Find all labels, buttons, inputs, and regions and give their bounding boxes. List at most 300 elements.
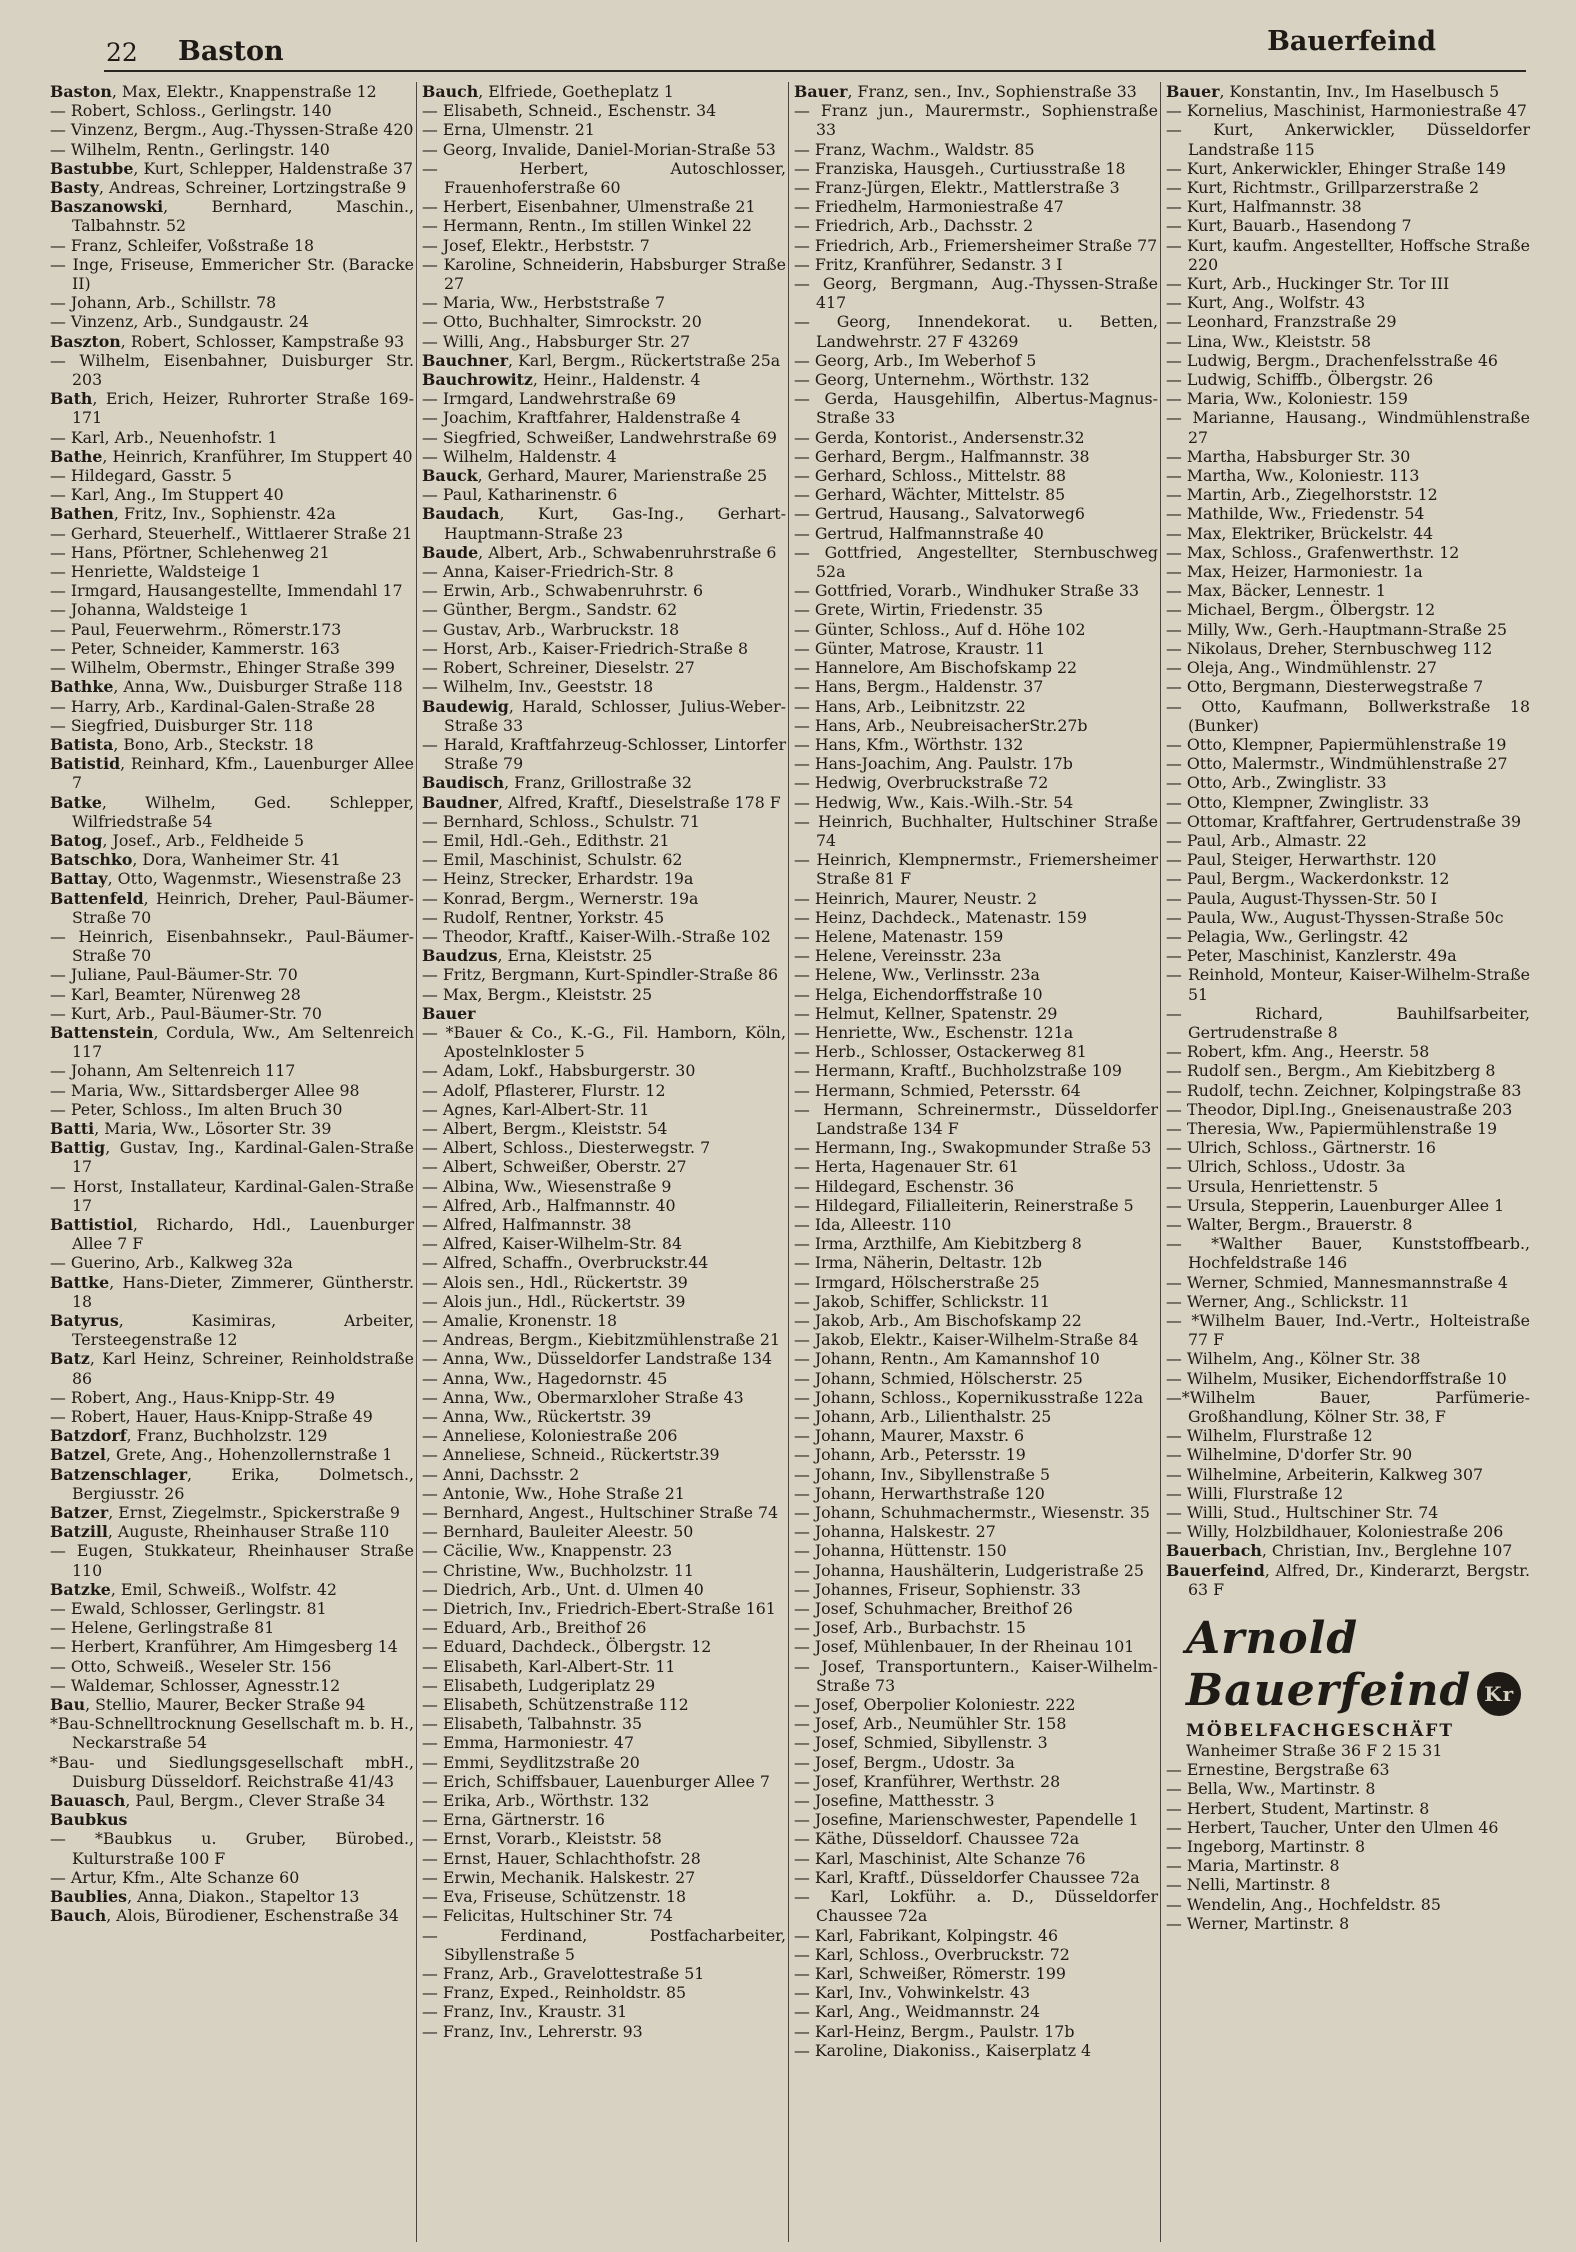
advert-logo-text: Arnold Bauerfeind [1186,1613,1472,1717]
directory-entry: — Josef, Schmied, Sibyllenstr. 3 [794,1733,1048,1753]
directory-entry: — Albert, Schloss., Diesterwegstr. 7 [422,1138,711,1158]
directory-entry: — Herbert, Autoschlosser, Frauenhoferstraße 60 [422,158,786,198]
directory-entry: Bauasch, Paul, Bergm., Clever Straße 34 [50,1791,386,1811]
directory-entry: Batz, Karl Heinz, Schreiner, Reinholdstraße 86 [50,1349,414,1388]
directory-entry: — Willi, Flurstraße 12 [1166,1483,1344,1503]
directory-entry: — Willi, Stud., Hultschiner Str. 74 [1166,1503,1439,1523]
directory-entry: — Josef, Mühlenbauer, In der Rheinau 101 [794,1637,1135,1657]
directory-entry: — Ursula, Henriettenstr. 5 [1166,1176,1379,1196]
directory-columns [50,82,1568,2242]
directory-entry: Batzer, Ernst, Ziegelmstr., Spickerstraße 9 [50,1503,400,1523]
directory-entry: — Christine, Ww., Buchholzstr. 11 [422,1560,694,1580]
directory-entry: — Nikolaus, Dreher, Sternbuschweg 112 [1166,638,1493,658]
directory-entry: — Josef, Schuhmacher, Breithof 26 [794,1599,1073,1619]
directory-entry: — Wilhelm, Musiker, Eichendorffstraße 10 [1166,1368,1507,1388]
advert-logo [1166,1613,1538,1717]
directory-entry: — Maria, Ww., Herbststraße 7 [422,293,666,313]
header-left-keyword: Baston [178,36,284,67]
directory-entry: — Hans, Arb., Leibnitzstr. 22 [794,696,1026,716]
directory-entry: — Vinzenz, Bergm., Aug.-Thyssen-Straße 420 [50,120,414,140]
directory-entry: — Hans, Bergm., Haldenstr. 37 [794,677,1044,697]
directory-entry: — Hermann, Ing., Swakopmunder Straße 53 [794,1138,1152,1158]
directory-entry: — Inge, Friseuse, Emmericher Str. (Baracke II) [50,254,414,294]
directory-entry: — Peter, Maschinist, Kanzlerstr. 49a [1166,946,1457,966]
directory-entry: Batti, Maria, Ww., Lösorter Str. 39 [50,1118,332,1138]
directory-entry: Battenstein, Cordula, Ww., Am Seltenreich 117 [50,1022,414,1062]
directory-entry: Bauer, Franz, sen., Inv., Sophienstraße 33 [794,82,1137,101]
directory-entry: — Eva, Friseuse, Schützenstr. 18 [422,1887,687,1907]
directory-entry: — Herbert, Student, Martinstr. 8 [1166,1798,1430,1818]
directory-entry: Bauck, Gerhard, Maurer, Marienstraße 25 [422,466,768,486]
directory-entry: Batzdorf, Franz, Buchholzstr. 129 [50,1426,328,1446]
column-1 [50,82,422,2242]
directory-entry: — Martin, Arb., Ziegelhorststr. 12 [1166,485,1438,505]
directory-entry: — Johann, Rentn., Am Kamannshof 10 [794,1349,1100,1369]
directory-entry: — Kurt, Ankerwickler, Düsseldorfer Landstraße 115 [1166,120,1530,159]
directory-entry: — Georg, Invalide, Daniel-Morian-Straße 53 [422,139,776,159]
directory-entry: — Karl, Ang., Weidmannstr. 24 [794,2002,1041,2022]
directory-entry: — Hedwig, Overbruckstraße 72 [794,773,1049,793]
directory-entry: — Erna, Ulmenstr. 21 [422,120,595,140]
directory-entry: — Johann, Arb., Lilienthalstr. 25 [794,1407,1052,1427]
directory-entry: — Josef, Elektr., Herbststr. 7 [422,235,650,255]
directory-entry: — Paul, Steiger, Herwarthstr. 120 [1166,850,1437,870]
directory-entry: — Wilhelm, Flurstraße 12 [1166,1426,1373,1446]
directory-entry: — Hans, Arb., NeubreisacherStr.27b [794,715,1088,735]
directory-entry: — *Baubkus u. Gruber, Bürobed., Kulturstraße 100 F [50,1829,414,1868]
directory-entry: — Elisabeth, Schneid., Eschenstr. 34 [422,101,717,121]
directory-entry: Baubkus [50,1810,128,1830]
directory-entry: Battay, Otto, Wagenmstr., Wiesenstraße 23 [50,869,402,889]
directory-entry: — Hermann, Schreinermstr., Düsseldorfer Landstraße 134 F [794,1099,1158,1138]
directory-entry: — Michael, Bergm., Ölbergstr. 12 [1166,600,1436,620]
directory-entry: — Bernhard, Schloss., Schulstr. 71 [422,811,700,831]
directory-entry: — Ulrich, Schloss., Udostr. 3a [1166,1157,1406,1177]
directory-entry: — Robert, Ang., Haus-Knipp-Str. 49 [50,1387,335,1407]
directory-entry: — Eduard, Arb., Breithof 26 [422,1618,647,1638]
directory-entry: Bauchrowitz, Heinr., Haldenstr. 4 [422,370,701,390]
directory-entry: Baston, Max, Elektr., Knappenstraße 12 [50,82,377,101]
directory-entry: — Kurt, Ang., Wolfstr. 43 [1166,293,1366,313]
directory-entry: — Artur, Kfm., Alte Schanze 60 [50,1867,300,1887]
directory-entry: — Elisabeth, Talbahnstr. 35 [422,1714,643,1734]
directory-entry: — Ferdinand, Postfacharbeiter, Sibyllenstraße 5 [422,1925,786,1964]
directory-entry: — Kurt, Richtmstr., Grillparzerstraße 2 [1166,178,1480,198]
directory-entry: Batzenschlager, Erika, Dolmetsch., Bergiusstr. 26 [50,1464,414,1503]
directory-entry: — Hildegard, Eschenstr. 36 [794,1176,1014,1196]
directory-entry: — Josef, Arb., Neumühler Str. 158 [794,1714,1067,1734]
directory-entry: Bau, Stellio, Maurer, Becker Straße 94 [50,1695,366,1715]
directory-entry: — Ewald, Schlosser, Gerlingstr. 81 [50,1599,327,1619]
directory-entry: Batog, Josef., Arb., Feldheide 5 [50,830,305,850]
directory-entry: — Harry, Arb., Kardinal-Galen-Straße 28 [50,696,376,716]
directory-entry: *Bau-Schnelltrocknung Gesellschaft m. b. H., Neckarstraße 54 [50,1714,414,1753]
directory-entry: — Bella, Ww., Martinstr. 8 [1166,1779,1376,1799]
directory-entry: — Paul, Bergm., Wackerdonkstr. 12 [1166,869,1450,889]
directory-entry: — Hedwig, Ww., Kais.-Wilh.-Str. 54 [794,792,1074,812]
directory-entry: — Felicitas, Hultschiner Str. 74 [422,1906,673,1926]
directory-entry: — Josefine, Matthesstr. 3 [794,1791,995,1811]
directory-entry: — Karl, Lokführ. a. D., Düsseldorfer Chaussee 72a [794,1887,1158,1926]
directory-entry: Bathke, Anna, Ww., Duisburger Straße 118 [50,677,403,697]
directory-entry: — Emil, Maschinist, Schulstr. 62 [422,850,683,870]
directory-entry: — Irmgard, Hausangestellte, Immendahl 17 [50,581,403,601]
directory-entry: — Oleja, Ang., Windmühlenstr. 27 [1166,658,1437,678]
directory-entry: — Joachim, Kraftfahrer, Haldenstraße 4 [422,408,741,428]
directory-entry: — Harald, Kraftfahrzeug-Schlosser, Lintorfer Straße 79 [422,734,786,774]
directory-entry: — Johanna, Haushälterin, Ludgeristraße 25 [794,1560,1144,1580]
directory-entry: — Albert, Bergm., Kleiststr. 54 [422,1118,668,1138]
directory-entry: — Fritz, Bergmann, Kurt-Spindler-Straße 86 [422,965,779,985]
directory-entry: — Hannelore, Am Bischofskamp 22 [794,658,1078,678]
directory-entry: Batyrus, Kasimiras, Arbeiter, Tersteegenstraße 12 [50,1311,414,1350]
directory-entry: — Heinrich, Klempnermstr., Friemersheimer Straße 81 F [794,850,1158,889]
directory-entry: — Franz-Jürgen, Elektr., Mattlerstraße 3 [794,178,1120,198]
directory-entry: — Otto, Malermstr., Windmühlenstraße 27 [1166,754,1508,774]
directory-entry: — Johann, Schloss., Kopernikusstraße 122a [794,1387,1144,1407]
directory-entry: — Friedhelm, Harmoniestraße 47 [794,197,1064,217]
directory-entry: — Herb., Schlosser, Ostackerweg 81 [794,1042,1087,1062]
directory-entry: — Siegfried, Duisburger Str. 118 [50,715,314,735]
directory-entry: — Anneliese, Koloniestraße 206 [422,1426,678,1446]
directory-entry: — Friedrich, Arb., Friemersheimer Straße 77 [794,235,1158,255]
directory-entry: — Alfred, Halfmannstr. 38 [422,1214,632,1234]
directory-entry: — Johann, Herwarthstraße 120 [794,1483,1045,1503]
directory-entry: — Jakob, Schiffer, Schlickstr. 11 [794,1291,1050,1311]
directory-entry: — Juliane, Paul-Bäumer-Str. 70 [50,965,298,985]
directory-entry: *Bau- und Siedlungsgesellschaft mbH., Duisburg Düsseldorf. Reichstraße 41/43 [50,1752,414,1791]
directory-entry: — Vinzenz, Arb., Sundgaustr. 24 [50,312,309,332]
directory-entry: — Georg, Bergmann, Aug.-Thyssen-Straße 417 [794,274,1158,313]
directory-entry: — Karl, Schloss., Overbruckstr. 72 [794,1944,1070,1964]
directory-entry: — Theresia, Ww., Papiermühlenstraße 19 [1166,1118,1498,1138]
directory-entry: — Ludwig, Schiffb., Ölbergstr. 26 [1166,370,1434,390]
directory-entry: — Josef, Transportuntern., Kaiser-Wilhelm-Straße 73 [794,1656,1158,1695]
directory-entry: — Gertrud, Halfmannstraße 40 [794,523,1044,543]
directory-entry: — Otto, Buchhalter, Simrockstr. 20 [422,312,702,332]
directory-entry: — Johann, Maurer, Maxstr. 6 [794,1426,1025,1446]
directory-entry: — Herbert, Kranführer, Am Himgesberg 14 [50,1637,398,1657]
directory-entry: — Diedrich, Arb., Unt. d. Ulmen 40 [422,1579,704,1599]
directory-entry: Baudisch, Franz, Grillostraße 32 [422,773,692,793]
directory-entry: — Guerino, Arb., Kalkweg 32a [50,1253,293,1273]
directory-entry: Batzke, Emil, Schweiß., Wolfstr. 42 [50,1579,337,1599]
directory-entry: — Johanna, Hüttenstr. 150 [794,1541,1007,1561]
directory-entry: — Robert, Schreiner, Dieselstr. 27 [422,658,695,678]
directory-entry: — Kurt, Arb., Paul-Bäumer-Str. 70 [50,1003,322,1023]
header-right-keyword: Bauerfeind [1267,26,1436,57]
directory-entry: Batistid, Reinhard, Kfm., Lauenburger Allee 7 [50,754,414,793]
directory-entry: — Heinrich, Buchhalter, Hultschiner Straße 74 [794,811,1158,850]
directory-entry: — Martha, Habsburger Str. 30 [1166,446,1411,466]
directory-entry: Baudzus, Erna, Kleiststr. 25 [422,946,653,966]
directory-entry: — Theodor, Dipl.Ing., Gneisenaustraße 203 [1166,1099,1513,1119]
directory-entry: — Johann, Arb., Schillstr. 78 [50,293,277,313]
directory-entry: — Wilhelm, Ang., Kölner Str. 38 [1166,1349,1421,1369]
directory-entry: Bauerbach, Christian, Inv., Berglehne 107 [1166,1541,1513,1561]
directory-entry: — Horst, Arb., Kaiser-Friedrich-Straße 8 [422,638,749,658]
directory-entry: — Erna, Gärtnerstr. 16 [422,1810,605,1830]
directory-entry: Batista, Bono, Arb., Steckstr. 18 [50,734,314,754]
directory-entry: — Siegfried, Schweißer, Landwehrstraße 69 [422,427,777,447]
directory-entry: — Otto, Klempner, Papiermühlenstraße 19 [1166,734,1507,754]
directory-entry: — Paula, August-Thyssen-Str. 50 I [1166,888,1438,908]
directory-entry: — Erika, Arb., Wörthstr. 132 [422,1791,650,1811]
page-header [60,26,1546,74]
directory-entry: — Emil, Hdl.-Geh., Edithstr. 21 [422,830,670,850]
directory-entry: — Wendelin, Ang., Hochfeldstr. 85 [1166,1894,1441,1914]
directory-entry: — Karoline, Schneiderin, Habsburger Straße 27 [422,254,786,294]
directory-entry: — Johanna, Halskestr. 27 [794,1522,996,1542]
advertisement [1166,1613,1538,1760]
directory-entry: — Dietrich, Inv., Friedrich-Ebert-Straße 161 [422,1599,776,1619]
directory-entry: — Andreas, Bergm., Kiebitzmühlenstraße 21 [422,1330,781,1350]
directory-entry: — Johann, Am Seltenreich 117 [50,1061,296,1081]
directory-entry: — Max, Heizer, Harmoniestr. 1a [1166,562,1423,582]
directory-entry: — Leonhard, Franzstraße 29 [1166,312,1397,332]
directory-entry: — Peter, Schneider, Kammerstr. 163 [50,638,340,658]
directory-entry: — Heinz, Dachdeck., Matenastr. 159 [794,907,1087,927]
directory-entry: — Franz, Inv., Kraustr. 31 [422,2002,628,2022]
directory-entry: — Heinrich, Eisenbahnsekr., Paul-Bäumer-Straße 70 [50,926,414,966]
directory-entry: — Ernestine, Bergstraße 63 [1166,1760,1390,1780]
directory-entry: — Ida, Alleestr. 110 [794,1214,952,1234]
directory-entry: — Gustav, Arb., Warbruckstr. 18 [422,619,680,639]
directory-entry: — Günter, Schloss., Auf d. Höhe 102 [794,619,1086,639]
directory-entry: — Karoline, Diakoniss., Kaiserplatz 4 [794,2040,1092,2060]
directory-entry: — Wilhelm, Haldenstr. 4 [422,446,617,466]
directory-entry: — Marianne, Hausang., Windmühlenstraße 27 [1166,408,1530,447]
directory-entry: — Grete, Wirtin, Friedenstr. 35 [794,600,1044,620]
directory-entry: — Emma, Harmoniestr. 47 [422,1733,634,1753]
directory-entry: Bath, Erich, Heizer, Ruhrorter Straße 169-171 [50,389,414,428]
directory-entry: Bastubbe, Kurt, Schlepper, Haldenstraße 37 [50,158,414,178]
directory-entry: — Rudolf, Rentner, Yorkstr. 45 [422,907,665,927]
column-3 [794,82,1166,2242]
directory-entry: — Gerda, Kontorist., Andersenstr.32 [794,427,1085,447]
directory-entry: — Fritz, Kranführer, Sedanstr. 3 I [794,254,1063,274]
directory-entry: Bauerfeind, Alfred, Dr., Kinderarzt, Bergstr. 63 F [1166,1560,1530,1599]
directory-entry: — Paul, Katharinenstr. 6 [422,485,618,505]
directory-entry: — Ulrich, Schloss., Gärtnerstr. 16 [1166,1138,1436,1158]
directory-entry: — Kornelius, Maschinist, Harmoniestraße 47 [1166,101,1527,121]
directory-entry: — Franz, Inv., Lehrerstr. 93 [422,2021,643,2041]
directory-entry: — Bernhard, Angest., Hultschiner Straße 74 [422,1503,779,1523]
directory-entry: — Karl, Beamter, Nürenweg 28 [50,984,301,1004]
directory-entry: — Henriette, Waldsteige 1 [50,562,261,582]
directory-entry: — Johann, Schmied, Hölscherstr. 25 [794,1368,1083,1388]
directory-entry: — Hans, Kfm., Wörthstr. 132 [794,734,1024,754]
directory-entry: —*Wilhelm Bauer, Parfümerie-Großhandlung, Kölner Str. 38, F [1166,1387,1530,1427]
directory-entry: — Johannes, Friseur, Sophienstr. 33 [794,1579,1081,1599]
directory-entry: — Willy, Holzbildhauer, Koloniestraße 206 [1166,1522,1504,1542]
directory-entry: — Karl, Inv., Vohwinkelstr. 43 [794,1983,1030,2003]
directory-entry: — Otto, Schweiß., Weseler Str. 156 [50,1656,332,1676]
header-rule [104,70,1526,72]
directory-entry: — Kurt, Arb., Huckinger Str. Tor III [1166,274,1450,294]
directory-entry: — Josef, Kranführer, Werthstr. 28 [794,1771,1061,1791]
directory-entry: — Karl, Fabrikant, Kolpingstr. 46 [794,1925,1059,1945]
directory-entry: — Wilhelm, Inv., Geeststr. 18 [422,677,654,697]
directory-entry: — Käthe, Düsseldorf. Chaussee 72a [794,1829,1080,1849]
directory-entry: — Hildegard, Filialleiterin, Reinerstraße 5 [794,1195,1134,1215]
directory-entry: — Max, Elektriker, Brückelstr. 44 [1166,523,1434,543]
directory-entry: — Hans-Joachim, Ang. Paulstr. 17b [794,754,1073,774]
directory-entry: — Kurt, Ankerwickler, Ehinger Straße 149 [1166,158,1506,178]
directory-entry: — Ursula, Stepperin, Lauenburger Allee 1 [1166,1195,1505,1215]
directory-entry: — Rudolf sen., Bergm., Am Kiebitzberg 8 [1166,1061,1496,1081]
advert-badge-icon: Kr [1477,1672,1521,1716]
directory-entry: — Kurt, Halfmannstr. 38 [1166,197,1362,217]
directory-entry: — Karl, Maschinist, Alte Schanze 76 [794,1848,1086,1868]
directory-entry: — Erich, Schiffsbauer, Lauenburger Allee 7 [422,1771,770,1791]
directory-entry: — Franz, Schleifer, Voßstraße 18 [50,235,315,255]
directory-entry: — Walter, Bergm., Brauerstr. 8 [1166,1214,1413,1234]
directory-entry: — *Wilhelm Bauer, Ind.-Vertr., Holteistraße 77 F [1166,1311,1530,1350]
directory-entry: — Erwin, Mechanik. Halskestr. 27 [422,1867,696,1887]
directory-entry: — Hermann, Rentn., Im stillen Winkel 22 [422,216,752,236]
directory-entry: — Rudolf, techn. Zeichner, Kolpingstraße 83 [1166,1080,1522,1100]
directory-entry: — Anneliese, Schneid., Rückertstr.39 [422,1445,720,1465]
directory-entry: — Josefine, Marienschwester, Papendelle 1 [794,1810,1139,1830]
directory-entry: Basty, Andreas, Schreiner, Lortzingstraße 9 [50,178,407,198]
directory-entry: Bauer, Konstantin, Inv., Im Haselbusch 5 [1166,82,1500,101]
directory-entry: — Heinrich, Maurer, Neustr. 2 [794,888,1038,908]
directory-entry: — Georg, Unternehm., Wörthstr. 132 [794,370,1090,390]
directory-entry: — Johanna, Waldsteige 1 [50,600,249,620]
directory-entry: — Günter, Matrose, Kraustr. 11 [794,638,1046,658]
directory-entry: — Günther, Bergm., Sandstr. 62 [422,600,678,620]
directory-entry: Baszton, Robert, Schlosser, Kampstraße 93 [50,331,405,351]
directory-entry: — Milly, Ww., Gerh.-Hauptmann-Straße 25 [1166,619,1508,639]
directory-entry: — Franz, Arb., Gravelottestraße 51 [422,1963,705,1983]
directory-entry: — Alois jun., Hdl., Rückertstr. 39 [422,1291,686,1311]
directory-entry: — Albert, Schweißer, Oberstr. 27 [422,1157,687,1177]
directory-entry: — Eduard, Dachdeck., Ölbergstr. 12 [422,1637,712,1657]
directory-entry: — Karl, Kraftf., Düsseldorfer Chaussee 72a [794,1867,1140,1887]
directory-entry: — Max, Bäcker, Lennestr. 1 [1166,581,1386,601]
column-4 [1166,82,1538,2242]
directory-entry: — Antonie, Ww., Hohe Straße 21 [422,1483,685,1503]
directory-entry: — Irma, Arzthilfe, Am Kiebitzberg 8 [794,1234,1082,1254]
directory-entry: — Franz jun., Maurermstr., Sophienstraße 33 [794,101,1158,140]
directory-entry: — Agnes, Karl-Albert-Str. 11 [422,1099,650,1119]
directory-entry: — Karl, Ang., Im Stuppert 40 [50,485,284,505]
directory-entry: — Ingeborg, Martinstr. 8 [1166,1837,1366,1857]
directory-entry: — Konrad, Bergm., Wernerstr. 19a [422,888,699,908]
directory-entry: — Helene, Gerlingstraße 81 [50,1618,275,1638]
directory-entry: — Herbert, Eisenbahner, Ulmenstraße 21 [422,197,756,217]
directory-entry: — Anni, Dachsstr. 2 [422,1464,580,1484]
directory-entry: — Richard, Bauhilfsarbeiter, Gertrudenstraße 8 [1166,1003,1530,1042]
directory-entry: — Josef, Oberpolier Koloniestr. 222 [794,1695,1076,1715]
directory-entry: — Herbert, Taucher, Unter den Ulmen 46 [1166,1817,1499,1837]
directory-entry: — Jakob, Arb., Am Bischofskamp 22 [794,1311,1082,1330]
directory-entry: Battke, Hans-Dieter, Zimmerer, Güntherstr. 18 [50,1272,414,1311]
directory-entry: — Helene, Ww., Verlinsstr. 23a [794,965,1040,985]
directory-entry: — Gottfried, Angestellter, Sternbuschweg 52a [794,542,1158,582]
directory-entry: — Alfred, Schaffn., Overbruckstr.44 [422,1253,709,1273]
directory-entry: Bauer [422,1003,476,1023]
directory-entry: Battistiol, Richardo, Hdl., Lauenburger Allee 7 F [50,1214,414,1254]
directory-entry: — Maria, Ww., Koloniestr. 159 [1166,389,1408,409]
directory-entry: — Wilhelmine, D'dorfer Str. 90 [1166,1445,1413,1465]
directory-entry: — Max, Schloss., Grafenwerthstr. 12 [1166,542,1460,562]
directory-entry: — Georg, Arb., Im Weberhof 5 [794,350,1037,370]
directory-entry: — Herta, Hagenauer Str. 61 [794,1157,1019,1177]
directory-entry: — Otto, Kaufmann, Bollwerkstraße 18 (Bunker) [1166,696,1530,735]
directory-entry: Battig, Gustav, Ing., Kardinal-Galen-Straße 17 [50,1138,414,1177]
directory-entry: — Otto, Arb., Zwinglistr. 33 [1166,773,1387,793]
directory-entry: — Alfred, Kaiser-Wilhelm-Str. 84 [422,1234,683,1254]
directory-entry: — Gertrud, Hausang., Salvatorweg6 [794,504,1085,524]
directory-entry: — Adolf, Pflasterer, Flurstr. 12 [422,1080,666,1100]
directory-entry: Baudach, Kurt, Gas-Ing., Gerhart-Hauptmann-Straße 23 [422,504,786,543]
directory-entry: — Gerhard, Schloss., Mittelstr. 88 [794,466,1067,486]
directory-entry: — Lina, Ww., Kleiststr. 58 [1166,331,1372,351]
directory-entry: — Nelli, Martinstr. 8 [1166,1875,1331,1895]
directory-entry: Bauchner, Karl, Bergm., Rückertstraße 25a [422,350,781,370]
directory-entry: — Hildegard, Gasstr. 5 [50,466,232,486]
directory-entry: Bauch, Elfriede, Goetheplatz 1 [422,82,674,101]
directory-entry: — Robert, Schloss., Gerlingstr. 140 [50,101,332,121]
directory-entry: — Reinhold, Monteur, Kaiser-Wilhelm-Straße 51 [1166,965,1530,1004]
directory-entry: — Johann, Arb., Petersstr. 19 [794,1445,1026,1465]
directory-entry: — Ernst, Hauer, Schlachthofstr. 28 [422,1848,701,1868]
directory-entry: — Kurt, kaufm. Angestellter, Hoffsche Straße 220 [1166,235,1530,274]
directory-entry: Bauch, Alois, Bürodiener, Eschenstraße 34 [50,1906,399,1926]
directory-entry: — Johann, Schuhmachermstr., Wiesenstr. 35 [794,1503,1150,1523]
directory-entry: — *Bauer & Co., K.-G., Fil. Hamborn, Köln, Apostelnkloster 5 [422,1022,786,1062]
advert-address: Wanheimer Straße 36 F 2 15 31 [1186,1741,1443,1761]
directory-entry: Baudner, Alfred, Kraftf., Dieselstraße 178 F [422,792,781,812]
advert-title: MÖBELFACHGESCHÄFT [1186,1721,1455,1742]
directory-entry: — Franz, Wachm., Waldstr. 85 [794,139,1035,159]
directory-entry: — Horst, Installateur, Kardinal-Galen-Straße 17 [50,1176,414,1215]
directory-entry: — Werner, Schmied, Mannesmannstraße 4 [1166,1272,1508,1292]
directory-entry: — Alois sen., Hdl., Rückertstr. 39 [422,1272,688,1292]
directory-entry: — Emmi, Seydlitzstraße 20 [422,1752,640,1772]
directory-entry: — Bernhard, Bauleiter Aleestr. 50 [422,1522,694,1542]
directory-entry: — Helmut, Kellner, Spatenstr. 29 [794,1003,1058,1023]
directory-entry: Battenfeld, Heinrich, Dreher, Paul-Bäumer-Straße 70 [50,888,414,927]
directory-entry: — Jakob, Elektr., Kaiser-Wilhelm-Straße 84 [794,1330,1139,1350]
directory-entry: — Franziska, Hausgeh., Curtiusstraße 18 [794,158,1126,178]
directory-entry: — Martha, Ww., Koloniestr. 113 [1166,466,1420,486]
directory-entry: — Alfred, Arb., Halfmannstr. 40 [422,1195,676,1215]
directory-entry: — Hermann, Kraftf., Buchholzstraße 109 [794,1061,1122,1081]
directory-entry: — Pelagia, Ww., Gerlingstr. 42 [1166,926,1409,946]
directory-entry: Batschko, Dora, Wanheimer Str. 41 [50,850,341,870]
directory-entry: — Henriette, Ww., Eschenstr. 121a [794,1022,1074,1042]
directory-entry: — Gerda, Hausgehilfin, Albertus-Magnus-Straße 33 [794,389,1158,428]
directory-entry: — Irma, Näherin, Deltastr. 12b [794,1253,1042,1273]
directory-entry: — Maria, Ww., Sittardsberger Allee 98 [50,1080,360,1100]
directory-entry: — Georg, Innendekorat. u. Betten, Landwehrstr. 27 F 43269 [794,312,1158,351]
directory-entry: Baszanowski, Bernhard, Maschin., Talbahnstr. 52 [50,197,414,236]
directory-entry: — Paul, Arb., Almastr. 22 [1166,830,1367,850]
directory-entry: — Irmgard, Hölscherstraße 25 [794,1272,1040,1292]
directory-entry: — Waldemar, Schlosser, Agnesstr.12 [50,1675,341,1695]
directory-entry: — Elisabeth, Karl-Albert-Str. 11 [422,1656,676,1676]
directory-entry: Batke, Wilhelm, Ged. Schlepper, Wilfriedstraße 54 [50,792,414,831]
directory-entry: — Eugen, Stukkateur, Rheinhauser Straße 110 [50,1541,414,1580]
directory-entry: — Erwin, Arb., Schwabenruhrstr. 6 [422,581,704,601]
directory-entry: — Peter, Schloss., Im alten Bruch 30 [50,1099,343,1119]
directory-entry: — Mathilde, Ww., Friedenstr. 54 [1166,504,1425,524]
directory-entry: — Wilhelmine, Arbeiterin, Kalkweg 307 [1166,1464,1484,1484]
directory-entry: — Hans, Pförtner, Schlehenweg 21 [50,542,330,562]
